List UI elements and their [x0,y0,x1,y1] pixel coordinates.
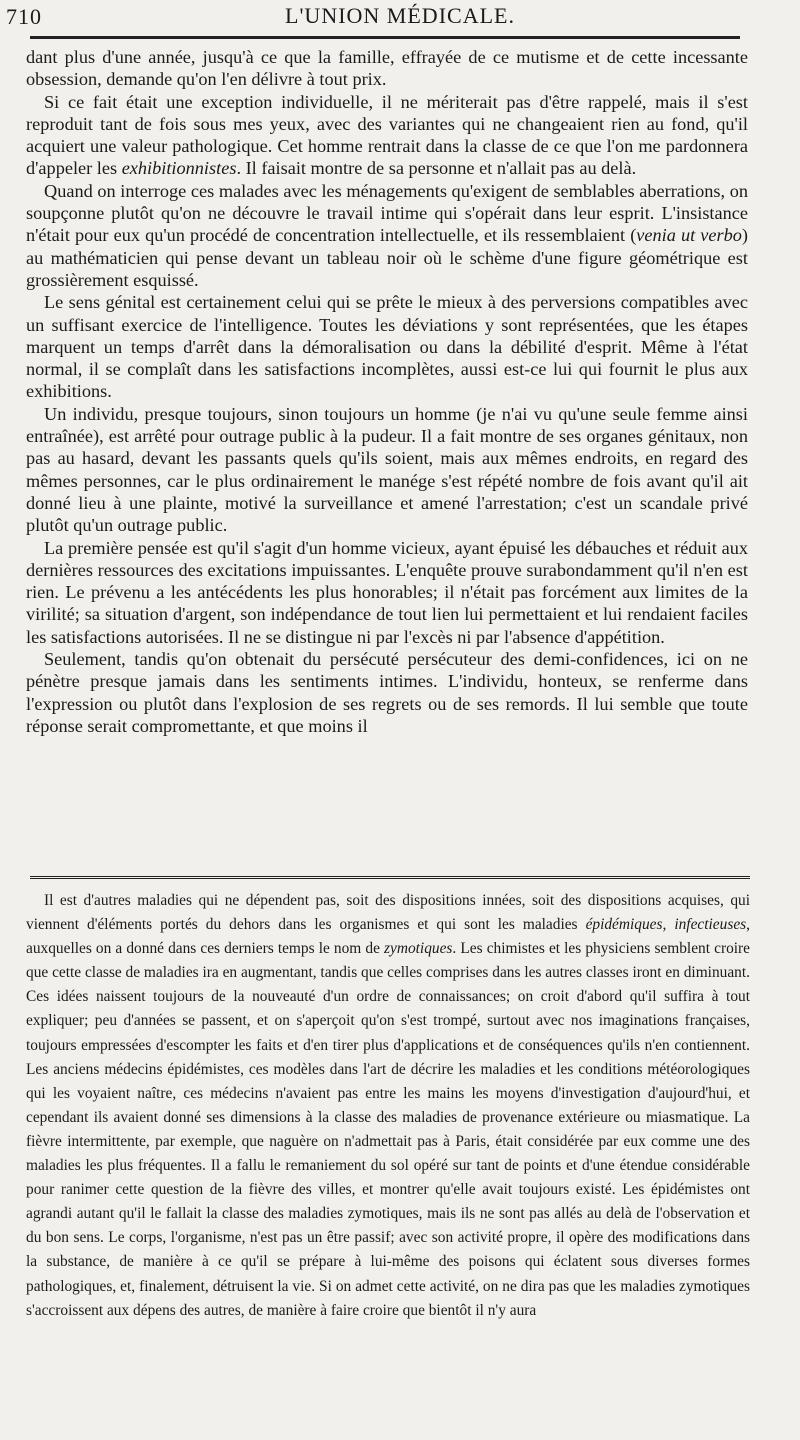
feuilleton-text-c: . Les chimistes et les physiciens semblent croire que cette classe de maladies ira en augmentant, tandis que celles comprises dans les autres classes iront en diminuant. Ces idées naissent toujours de la nouveauté d'un ordre de connaissances; on croit d'abord qu'il suffira à tout expliquer; peu d'années se passent, et on s'aperçoit qu'on s'est trompé, surtout avec nos imaginations françaises, toujours empressées d'escompter les faits et d'en tirer plus d'applications et de conséquences qu'ils n'en contiennent. Les anciens médecins épidémistes, ces modèles dans l'art de décrire les maladies et les conditions météorologiques qui les voyaient naître, ces médecins n'avaient pas entre les mains les moyens d'investigation d'aujourd'hui, et cependant ils avaient donné ses dimensions à la classe des maladies de provenance extérieure ou miasmatique. La fièvre intermittente, par exemple, que naguère on n'admettait pas à Paris, était considérée par eux comme une des maladies les plus fréquentes. Il a fallu le remaniement du sol opéré sur tant de points et d'une étendue considérable pour ranimer cette question de la fièvre des villes, et montrer qu'elle avait toujours existé. Les épidémistes ont agrandi autant qu'il le fallait la classe des maladies zymotiques, mais ils ne sont pas allés au delà de l'observation et du bon sens. Le corps, l'organisme, n'est pas un être passif; avec son activité propre, il opère des modifications dans la substance, de manière à ce qu'il se prépare à lui-même des poisons qui éclatent sous diverses formes pathologiques, et, finalement, détruisent la vie. Si on admet cette activité, on ne dira pas que les maladies zymotiques s'accroissent aux dépens des autres, de manière à faire croire que bientôt il n'y aura [26,940,750,1319]
paragraph-3-text-a: Quand on interroge ces malades avec les ménagements qu'exigent de semblables aberrations, on soupçonne plutôt qu'on ne découvre le travail intime qui s'opérait dans leur esprit. L'insistance n'était pour eux qu'un procédé de concentration intellectuelle, et ils ressemblaient ( [26,180,748,246]
paragraph-2-text-a: Si ce fait était une exception individuelle, il ne mériterait pas d'être rappelé, mais il s'est reproduit tant de fois sous mes yeux, avec des variantes qui ne changeaient rien au fond, qu'il acquiert une valeur pathologique. Cet homme rentrait dans la classe de ce que l'on me pardonnera d'appeler les [26,91,748,179]
paragraph-2 [26,91,748,180]
header-rule [30,36,740,39]
running-title: L'UNION MÉDICALE. [285,3,515,28]
feuilleton-text-a: Il est d'autres maladies qui ne dépendent pas, soit des dispositions innées, soit des dispositions acquises, qui viennent d'éléments portés du dehors dans les organismes et qui sont les maladies [26,892,750,934]
paragraph-4: Le sens génital est certainement celui qui se prête le mieux à des perversions compatibles avec un suffisant exercice de l'intelligence. Toutes les déviations y sont représentées, que les étapes marquent un temps d'arrêt dans la démoralisation ou dans la débilité d'esprit. Même à l'état normal, il se complaît dans les satisfactions incomplètes, aussi est-ce lui qui fournit le plus aux exhibitions. [26,292,748,402]
article-body [26,46,748,737]
page-header [0,0,800,36]
paragraph-2-italic: exhibitionnistes [121,158,237,179]
paragraph-1: dant plus d'une année, jusqu'à ce que la famille, effrayée de ce mutisme et de cette incessante obsession, demande qu'on l'en délivre à tout prix. [26,47,748,90]
paragraph-3 [26,180,748,291]
feuilleton-italic-1: épidémiques, infectieuses [585,916,747,934]
paragraph-5: Un individu, presque toujours, sinon toujours un homme (je n'ai vu qu'une seule femme ainsi entraînée), est arrêté pour outrage public à la pudeur. Il a fait montre de ses organes génitaux, non pas au hasard, devant les passants quels qu'ils soient, mais aux mêmes endroits, en regard des mêmes personnes, car le plus ordinairement le manége s'est répété nombre de fois avant qu'il ait donné lieu à une plainte, motivé la surveillance et amené l'arrestation; c'est un scandale privé plutôt qu'un outrage public. [26,403,748,536]
feuilleton-body [26,889,750,1323]
feuilleton-text-b: , auxquelles on a donné dans ces derniers temps le nom de [26,916,750,958]
feuilleton-italic-2: zymotiques [384,940,453,958]
paragraph-3-text-b: ) au mathématicien qui pense devant un tableau noir où le schème d'une figure géométrique est grossièrement esquissé. [26,225,748,290]
paragraph-7: Seulement, tandis qu'on obtenait du persécuté persécuteur des demi-confidences, ici on ne pénètre presque jamais dans les sentiments intimes. L'individu, honteux, se renferme dans l'expression ou plutôt dans l'explosion de ses regrets ou de ses remords. Il lui semble que toute réponse serait compromettante, et que moins il [26,649,748,736]
paragraph-3-italic: venia ut verbo [636,225,742,246]
paragraph-6: La première pensée est qu'il s'agit d'un homme vicieux, ayant épuisé les débauches et réduit aux dernières ressources des excitations impuissantes. L'enquête prouve surabondamment qu'il n'en est rien. Le prévenu a les antécédents les plus honorables; il n'était pas forcément aux limites de la virilité; sa situation d'argent, son indépendance de tout lien lui permettaient et lui rendaient faciles les satisfactions autorisées. Il ne se distingue ni par l'excès ni par l'absence d'appétition. [26,537,748,647]
feuilleton-paragraph [26,889,750,1323]
page-number: 710 [6,4,42,29]
feuilleton-separator [30,876,750,879]
paragraph-2-text-b: . Il faisait montre de sa personne et n'allait pas au delà. [236,158,637,179]
